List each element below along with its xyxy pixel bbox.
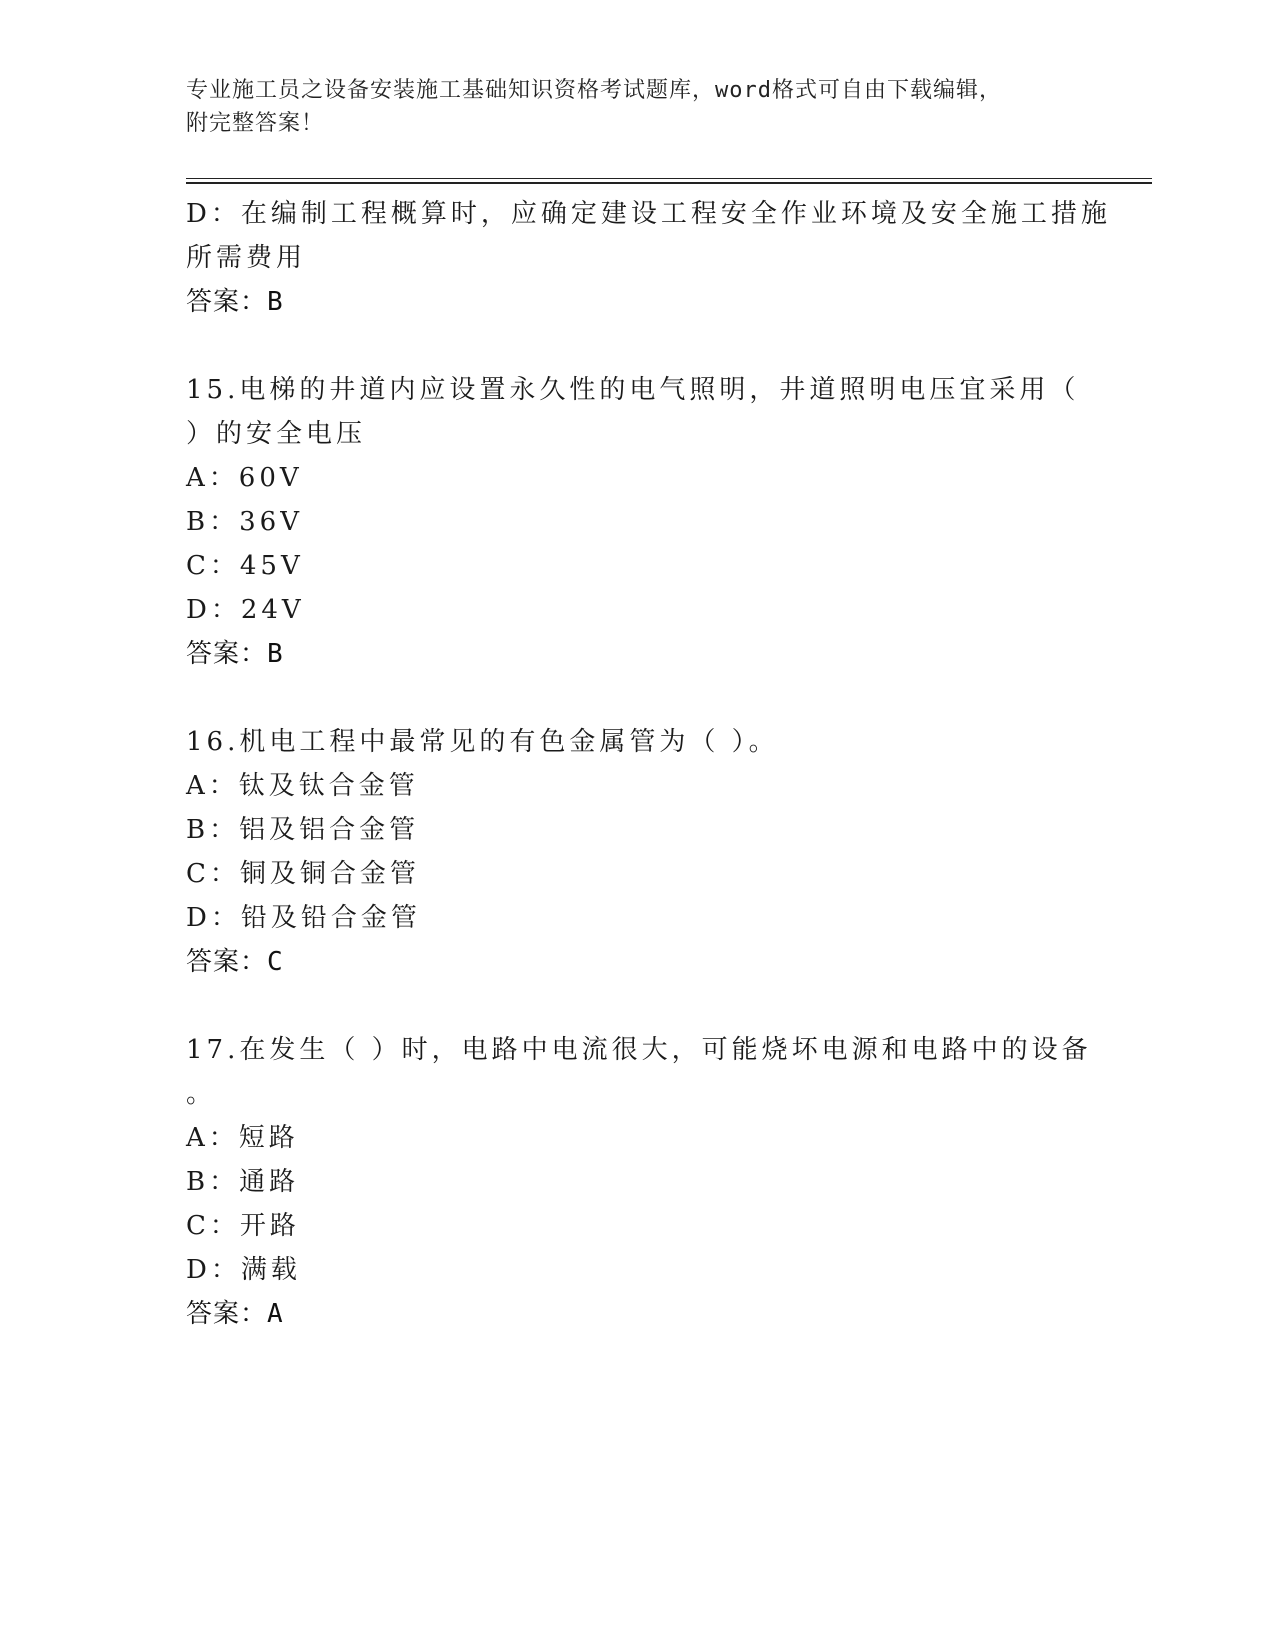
question-17-option-b: B：通路 (186, 1167, 300, 1197)
question-15-stem-line-2: ）的安全电压 (186, 419, 367, 449)
question-16-option-c: C：铜及铜合金管 (186, 859, 420, 889)
question-15-stem-line-1: 15.电梯的井道内应设置永久性的电气照明，井道照明电压宜采用（ (186, 375, 1080, 405)
question-15-option-d: D：24V (186, 595, 305, 625)
question-16-stem: 16.机电工程中最常见的有色金属管为（ ）。 (186, 727, 779, 757)
question-16-answer: 答案：C (186, 947, 284, 977)
document-header (186, 74, 1086, 140)
question-16-option-a: A：钛及钛合金管 (186, 771, 419, 801)
question-16-option-d: D：铅及铅合金管 (186, 903, 421, 933)
header-line-1: 专业施工员之设备安装施工基础知识资格考试题库，word格式可自由下载编辑， (186, 78, 1002, 103)
header-divider-top (186, 178, 1152, 179)
question-17-option-a: A：短路 (186, 1123, 299, 1153)
question-17-answer: 答案：A (186, 1299, 284, 1329)
question-17-option-c: C：开路 (186, 1211, 300, 1241)
question-15-answer: 答案：B (186, 639, 284, 669)
prev-option-d-line-1: D：在编制工程概算时，应确定建设工程安全作业环境及安全施工措施 (186, 199, 1111, 229)
prev-answer: 答案：B (186, 287, 284, 317)
question-17-option-d: D：满载 (186, 1255, 301, 1285)
question-15-option-b: B：36V (186, 507, 303, 537)
question-15-option-c: C：45V (186, 551, 304, 581)
prev-option-d-line-2: 所需费用 (186, 243, 307, 273)
question-17-stem-line-1: 17.在发生（ ）时，电路中电流很大，可能烧坏电源和电路中的设备 (186, 1035, 1092, 1065)
question-16-option-b: B：铝及铝合金管 (186, 815, 420, 845)
header-divider-bottom (186, 182, 1152, 184)
header-line-2: 附完整答案！ (186, 111, 325, 136)
question-17-stem-line-2: 。 (186, 1079, 217, 1109)
question-15-option-a: A：60V (186, 463, 303, 493)
